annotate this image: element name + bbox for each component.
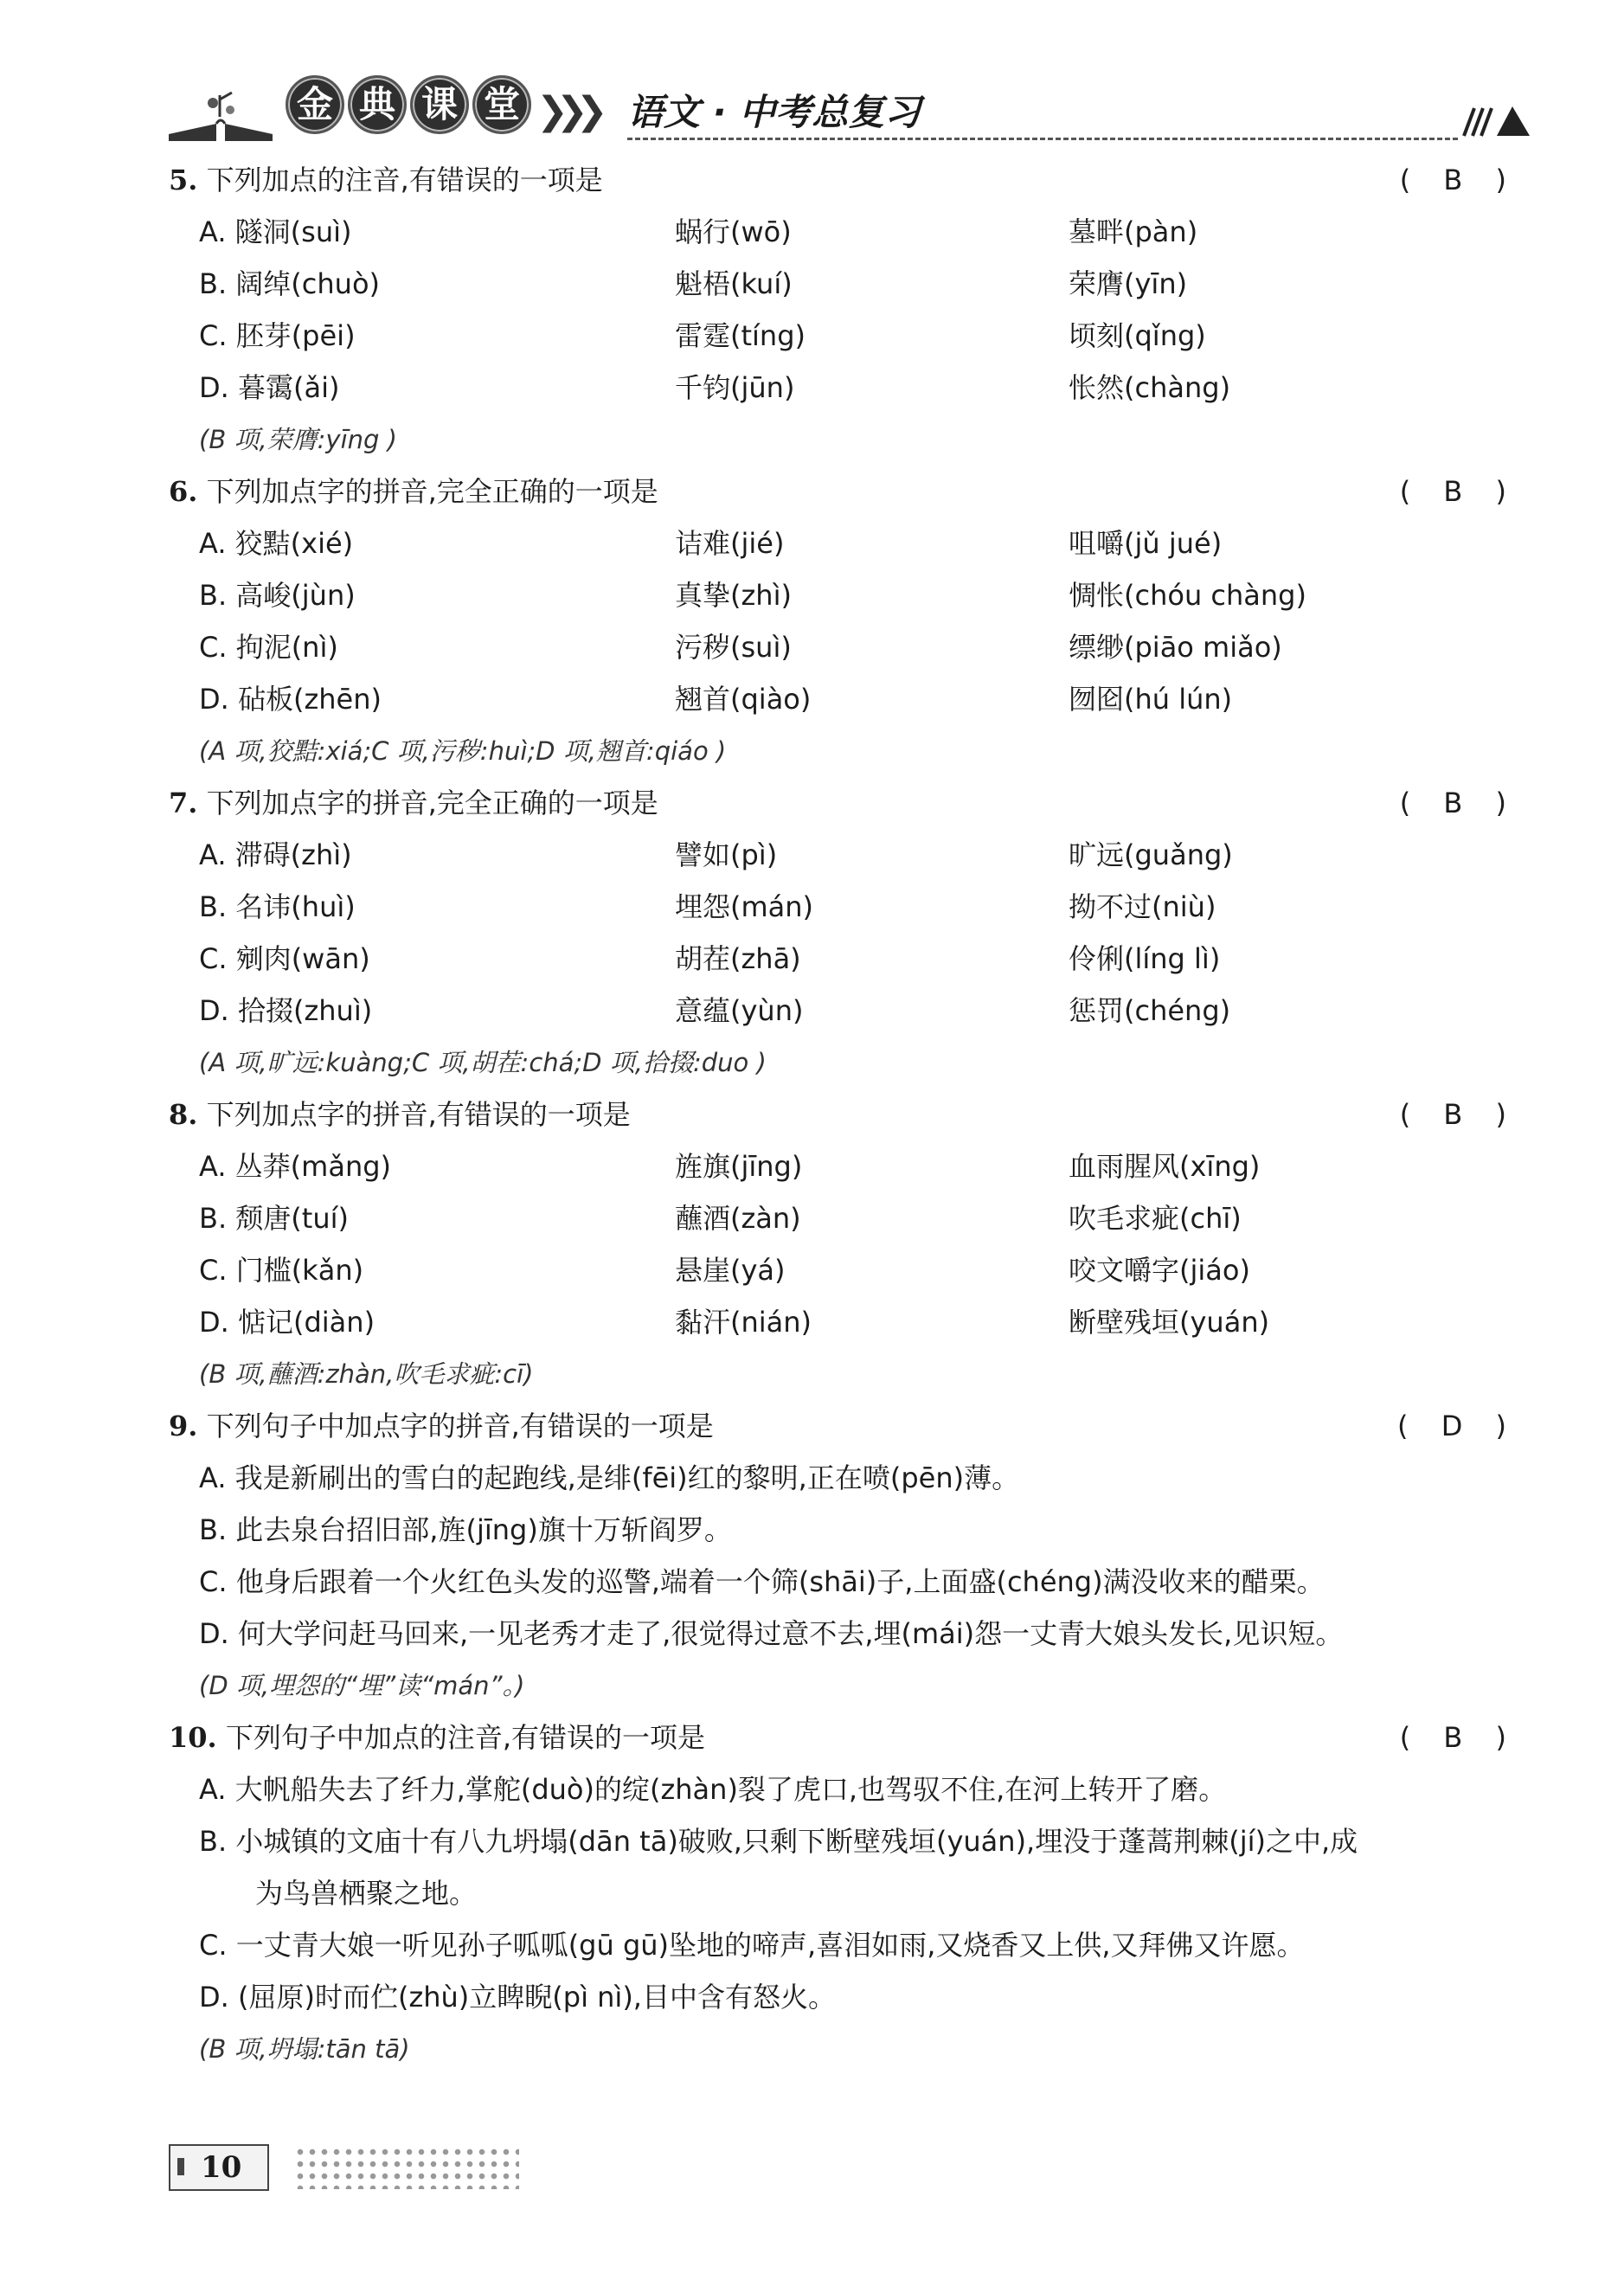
option-row xyxy=(169,673,1518,725)
option-item: 血雨腥风(xīng) xyxy=(1069,1150,1261,1183)
dot-pattern-decoration xyxy=(294,2146,519,2189)
option-item: B. 高峻(jùn) xyxy=(199,579,356,612)
option-item: 翘首(qiào) xyxy=(675,683,812,716)
answer-explanation: (B 项,坍塌:tān tā) xyxy=(199,2034,410,2064)
option-item: 囫囵(hú lún) xyxy=(1069,683,1233,716)
option-item: 旌旗(jīng) xyxy=(675,1150,803,1183)
answer-explanation: (A 项,狡黠:xiá;C 项,污秽:huì;D 项,翘首:qiáo ) xyxy=(199,736,727,766)
option-item: 吹毛求疵(chī) xyxy=(1069,1202,1242,1235)
brand-char: 堂 xyxy=(472,75,531,134)
option-row xyxy=(169,1296,1518,1348)
option-sentence: C. 一丈青大娘一听见孙子呱呱(gū gū)坠地的啼声,喜泪如雨,又烧香又上供,又拜佛又许愿。 xyxy=(199,1929,1305,1962)
option-item: 蘸酒(zàn) xyxy=(675,1202,801,1235)
option-row xyxy=(169,310,1518,362)
option-row xyxy=(169,829,1518,881)
question-stem xyxy=(169,1400,1518,1452)
answer-label: ( D ) xyxy=(1397,1410,1518,1442)
question-6 xyxy=(169,466,1518,777)
answer-label: ( B ) xyxy=(1399,787,1518,819)
option-item: D. 暮霭(ǎi) xyxy=(199,371,340,404)
subject-title: 语文 · 中考总复习 xyxy=(627,91,921,133)
option-row xyxy=(169,1140,1518,1192)
mountain-stripes-icon xyxy=(1462,100,1531,138)
option-item: 诘难(jié) xyxy=(675,527,785,560)
option-item: 顷刻(qǐng) xyxy=(1069,319,1206,352)
option-row xyxy=(169,621,1518,673)
option-row xyxy=(169,362,1518,414)
question-text: 下列加点字的拼音,完全正确的一项是 xyxy=(206,787,658,819)
option-item: 咬文嚼字(jiáo) xyxy=(1069,1254,1250,1287)
option-sentence: D. 何大学问赶马回来,一见老秀才走了,很觉得过意不去,埋(mái)怨一丈青大娘头发长,见识短。 xyxy=(199,1617,1344,1650)
option-item: 墓畔(pàn) xyxy=(1069,215,1198,248)
option-item: 意蕴(yùn) xyxy=(675,994,804,1027)
answer-explanation: (D 项,埋怨的“埋”读“mán”。) xyxy=(199,1671,525,1700)
page-number: 10 xyxy=(201,2150,242,2185)
answer-label: ( B ) xyxy=(1399,164,1518,196)
question-stem xyxy=(169,1089,1518,1140)
page-number-box xyxy=(169,2144,269,2191)
option-item: 蜗行(wō) xyxy=(675,215,792,248)
option-sentence: A. 我是新刷出的雪白的起跑线,是绯(fēi)红的黎明,正在喷(pēn)薄。 xyxy=(199,1461,1020,1494)
option-item: 千钧(jūn) xyxy=(675,371,795,404)
option-item: 旷远(guǎng) xyxy=(1069,838,1233,871)
question-text: 下列句子中加点字的拼音,有错误的一项是 xyxy=(206,1410,714,1442)
option-item: 拗不过(niù) xyxy=(1069,890,1216,923)
option-row xyxy=(169,206,1518,258)
question-5 xyxy=(169,154,1518,466)
option-sentence: D. (屈原)时而伫(zhù)立睥睨(pì nì),目中含有怒火。 xyxy=(199,1981,836,2014)
option-item: A. 隧洞(suì) xyxy=(199,215,352,248)
option-sentence: B. 此去泉台招旧部,旌(jīng)旗十万斩阎罗。 xyxy=(199,1513,732,1546)
question-10 xyxy=(169,1712,1518,2075)
brand-logo xyxy=(286,75,531,145)
option-item: 雷霆(tíng) xyxy=(675,319,806,352)
page-marker-icon xyxy=(177,2158,184,2175)
question-text: 下列句子中加点的注音,有错误的一项是 xyxy=(225,1721,706,1754)
open-book-icon xyxy=(164,91,277,143)
option-item: 断壁残垣(yuán) xyxy=(1069,1306,1270,1339)
option-row xyxy=(169,258,1518,310)
question-stem xyxy=(169,154,1518,206)
question-stem xyxy=(169,1712,1518,1763)
question-9 xyxy=(169,1400,1518,1712)
option-item: A. 丛莽(mǎng) xyxy=(199,1150,392,1183)
answer-label: ( B ) xyxy=(1399,475,1518,508)
answer-label: ( B ) xyxy=(1399,1721,1518,1754)
option-sentence: C. 他身后跟着一个火红色头发的巡警,端着一个筛(shāi)子,上面盛(chéng)满没收来的醋栗。 xyxy=(199,1565,1325,1598)
question-stem xyxy=(169,777,1518,829)
option-item: 魁梧(kuí) xyxy=(675,267,793,300)
option-row xyxy=(169,569,1518,621)
option-item: 真挚(zhì) xyxy=(675,579,792,612)
question-stem xyxy=(169,466,1518,517)
question-text: 下列加点的注音,有错误的一项是 xyxy=(206,164,603,196)
option-item: C. 剜肉(wān) xyxy=(199,942,370,975)
option-item: B. 颓唐(tuí) xyxy=(199,1202,349,1235)
option-sentence: B. 小城镇的文庙十有八九坍塌(dān tā)破败,只剩下断壁残垣(yuán),埋没于蓬蒿荆棘(jí)之中,成 xyxy=(199,1825,1358,1858)
brand-char: 典 xyxy=(348,75,407,134)
option-sentence: A. 大帆船失去了纤力,掌舵(duò)的绽(zhàn)裂了虎口,也驾驭不住,在河上转开了磨。 xyxy=(199,1773,1227,1806)
question-number: 9. xyxy=(169,1410,198,1442)
option-item: 惆怅(chóu chàng) xyxy=(1069,579,1306,612)
brand-char: 金 xyxy=(286,75,344,134)
option-item: D. 惦记(diàn) xyxy=(199,1306,376,1339)
answer-explanation: (B 项,荣膺:yīng ) xyxy=(199,425,397,454)
option-item: 悬崖(yá) xyxy=(675,1254,786,1287)
option-item: C. 门槛(kǎn) xyxy=(199,1254,364,1287)
option-item: B. 名讳(huì) xyxy=(199,890,356,923)
header-divider xyxy=(627,138,1458,140)
question-text: 下列加点字的拼音,完全正确的一项是 xyxy=(206,475,658,508)
option-item: 荣膺(yīn) xyxy=(1069,267,1188,300)
option-item: D. 砧板(zhēn) xyxy=(199,683,382,716)
question-number: 7. xyxy=(169,787,198,819)
brand-char: 课 xyxy=(410,75,469,134)
question-text: 下列加点字的拼音,有错误的一项是 xyxy=(206,1098,631,1131)
option-item: 埋怨(mán) xyxy=(675,890,814,923)
option-row xyxy=(169,985,1518,1037)
option-item: 怅然(chàng) xyxy=(1069,371,1231,404)
option-row xyxy=(169,517,1518,569)
question-number: 5. xyxy=(169,164,198,196)
option-item: 伶俐(líng lì) xyxy=(1069,942,1221,975)
question-8 xyxy=(169,1089,1518,1400)
page-header xyxy=(164,65,1531,147)
question-7 xyxy=(169,777,1518,1089)
answer-explanation: (A 项,旷远:kuàng;C 项,胡茬:chá;D 项,拾掇:duo ) xyxy=(199,1048,767,1077)
option-item: C. 拘泥(nì) xyxy=(199,631,338,664)
option-row xyxy=(169,1244,1518,1296)
option-sentence-continuation: 为鸟兽栖聚之地。 xyxy=(255,1877,478,1910)
option-item: 缥缈(piāo miǎo) xyxy=(1069,631,1282,664)
option-item: 咀嚼(jǔ jué) xyxy=(1069,527,1223,560)
option-item: A. 滞碍(zhì) xyxy=(199,838,352,871)
option-row xyxy=(169,881,1518,933)
option-item: 胡茬(zhā) xyxy=(675,942,801,975)
option-item: D. 拾掇(zhuì) xyxy=(199,994,373,1027)
option-item: 污秽(suì) xyxy=(675,631,792,664)
question-number: 6. xyxy=(169,475,198,508)
question-number: 8. xyxy=(169,1098,198,1131)
answer-explanation: (B 项,蘸酒:zhàn,吹毛求疵:cī) xyxy=(199,1359,534,1389)
option-item: A. 狡黠(xié) xyxy=(199,527,354,560)
chevron-right-icon: ❯❯❯ xyxy=(536,89,596,133)
option-item: 黏汗(nián) xyxy=(675,1306,812,1339)
option-item: C. 胚芽(pēi) xyxy=(199,319,356,352)
question-number: 10. xyxy=(169,1721,217,1754)
option-item: B. 阔绰(chuò) xyxy=(199,267,381,300)
option-item: 譬如(pì) xyxy=(675,838,778,871)
option-row xyxy=(169,933,1518,985)
option-item: 惩罚(chéng) xyxy=(1069,994,1231,1027)
option-row xyxy=(169,1192,1518,1244)
answer-label: ( B ) xyxy=(1399,1098,1518,1131)
